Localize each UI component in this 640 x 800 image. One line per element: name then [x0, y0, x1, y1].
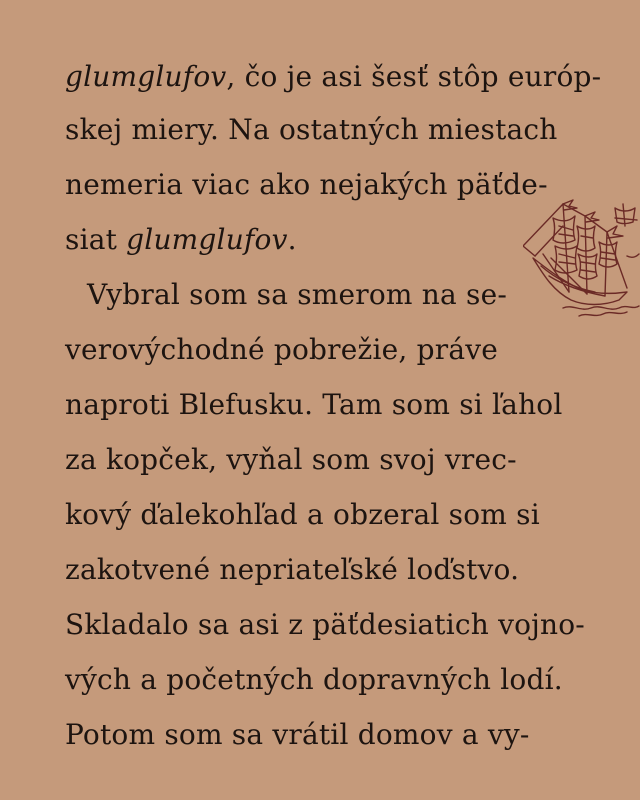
line-text: . [287, 223, 297, 256]
text-line-13 [65, 715, 530, 755]
italic-word: glumglufov [65, 60, 227, 93]
line-text: Skladalo sa asi z päťdesiatich vojno- [65, 608, 585, 641]
italic-word: glumglufov [126, 223, 288, 256]
line-text: Vybral som sa smerom na se- [87, 278, 508, 311]
line-text: nemeria viac ako nejakých päťde- [65, 168, 548, 201]
text-line-8 [65, 440, 517, 480]
line-text: zakotvené nepriateľské loďstvo. [65, 553, 520, 586]
line-text: vých a početných dopravných lodí. [65, 663, 563, 696]
text-line-6 [65, 330, 498, 370]
text-line-4 [65, 220, 297, 260]
text-line-11 [65, 605, 585, 645]
line-text: verovýchodné pobrežie, práve [65, 333, 498, 366]
sailing-ship-icon [523, 196, 640, 318]
text-line-7 [65, 385, 563, 425]
text-line-10 [65, 550, 519, 590]
text-line-9 [65, 495, 540, 535]
line-text: naproti Blefusku. Tam som si ľahol [65, 388, 563, 421]
line-text: za kopček, vyňal som svoj vrec- [65, 443, 517, 476]
line-text: , čo je asi šesť stôp európ- [226, 60, 602, 93]
text-line-3 [65, 165, 548, 205]
text-line-1 [65, 57, 601, 97]
line-text: kový ďalekohľad a obzeral som si [65, 498, 540, 531]
line-text: siat [65, 223, 127, 256]
text-line-5 [65, 275, 507, 315]
text-line-2 [65, 110, 558, 150]
line-text: Potom som sa vrátil domov a vy- [65, 718, 530, 751]
line-text: skej miery. Na ostatných miestach [65, 113, 558, 146]
text-line-12 [65, 660, 563, 700]
